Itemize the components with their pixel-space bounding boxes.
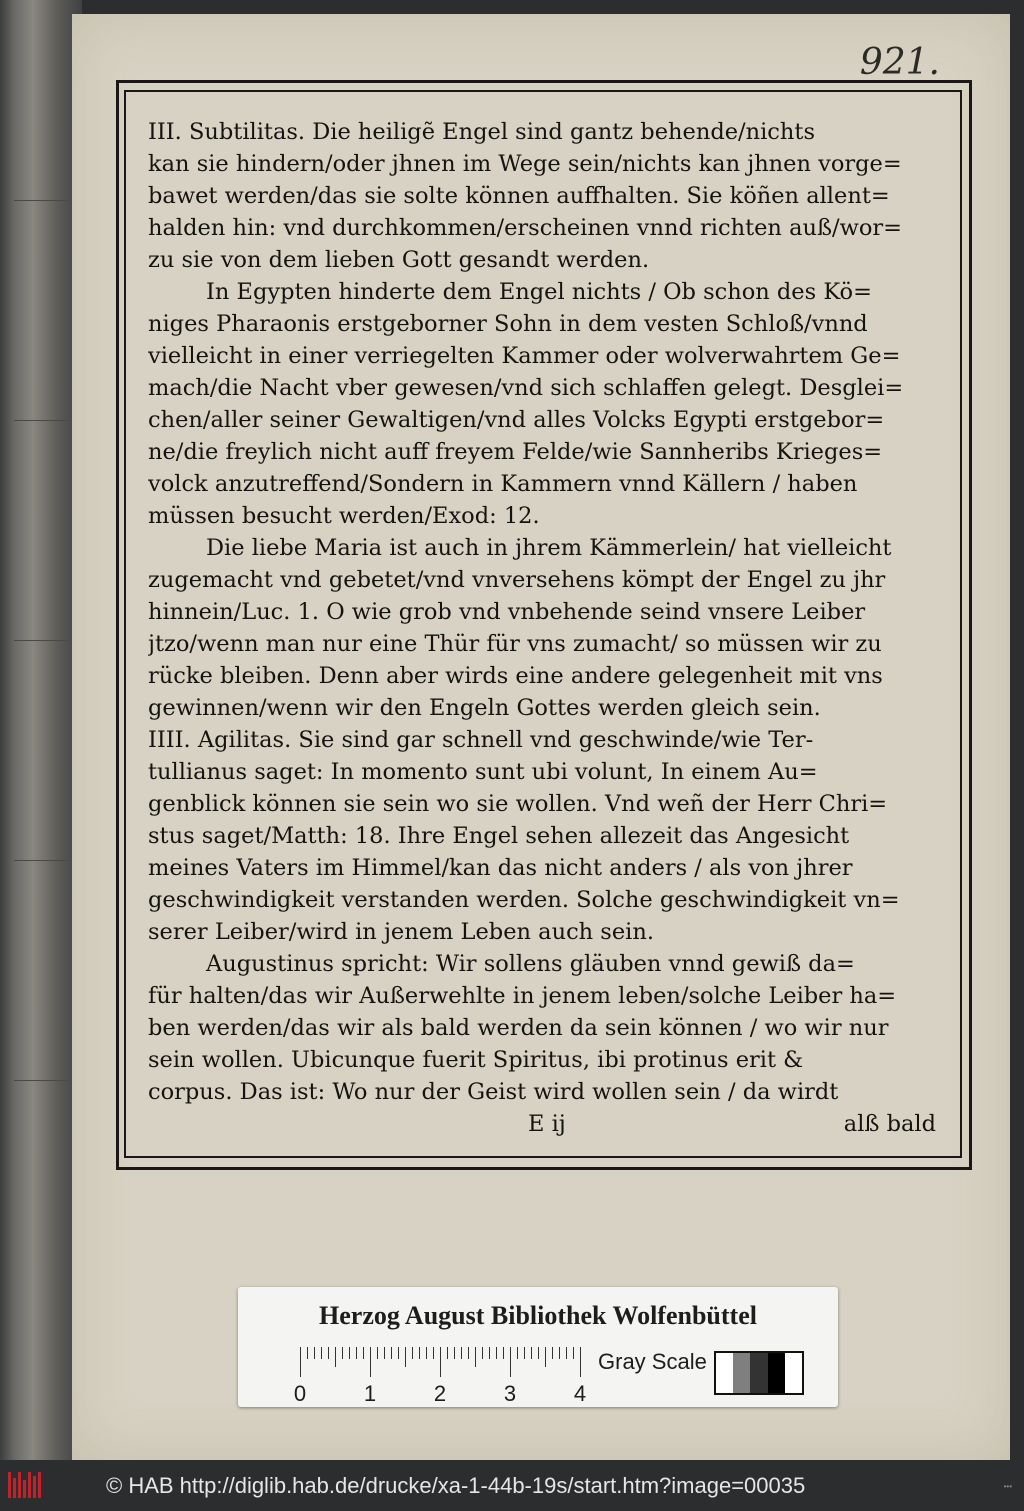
ruler-tick [440, 1347, 441, 1377]
text-line: für halten/das wir Außerwehlte in jenem leben/solche Leiber ha= [148, 983, 897, 1009]
text-line: mach/die Nacht vber gewesen/vnd sich schlaffen gelegt. Desglei= [148, 375, 904, 401]
printed-page [72, 14, 1010, 1460]
ruler-tick [566, 1347, 567, 1359]
ruler-tick [321, 1347, 322, 1359]
text-line: kan sie hindern/oder jhnen im Wege sein/nichts kan jhnen vorge= [148, 151, 902, 177]
text-line: hinnein/Luc. 1. O wie grob vnd vnbehende seind vnsere Leiber [148, 599, 866, 625]
text-line: volck anzutreffend/Sondern in Kammern vnnd Källern / haben [148, 471, 858, 497]
text-line: Die liebe Maria ist auch in jhrem Kämmerlein/ hat vielleicht [206, 535, 892, 561]
text-line: vielleicht in einer verriegelten Kammer oder wolverwahrtem Ge= [148, 343, 901, 369]
text-line: ben werden/das wir als bald werden da sein können / wo wir nur [148, 1015, 889, 1041]
ruler-tick [461, 1347, 462, 1359]
gray-swatch [768, 1353, 785, 1393]
ruler-tick [447, 1347, 448, 1359]
ruler-number: 3 [503, 1381, 517, 1406]
library-color-card [238, 1287, 838, 1407]
ruler-tick [419, 1347, 420, 1359]
signature-mark: E ij [528, 1111, 566, 1137]
ruler-tick [524, 1347, 525, 1359]
text-line: stus saget/Matth: 18. Ihre Engel sehen allezeit das Angesicht [148, 823, 850, 849]
ruler-tick [335, 1347, 336, 1367]
text-line: serer Leiber/wird in jenem Leben auch sein. [148, 919, 655, 945]
scale-ruler [293, 1347, 587, 1406]
ruler-tick [356, 1347, 357, 1359]
text-line: chen/aller seiner Gewaltigen/vnd alles Volcks Egypti erstgebor= [148, 407, 885, 433]
ruler-number: 4 [573, 1381, 587, 1406]
ruler-tick [405, 1347, 406, 1367]
text-line: In Egypten hinderte dem Engel nichts / Ob schon des Kö= [206, 279, 872, 305]
text-line: corpus. Das ist: Wo nur der Geist wird wollen sein / da wirdt [148, 1079, 839, 1105]
text-line: jtzo/wenn man nur eine Thür für vns zumacht/ so müssen wir zu [148, 631, 882, 657]
ruler-tick [510, 1347, 511, 1377]
text-line: gewinnen/wenn wir den Engeln Gottes werden gleich sein. [148, 695, 821, 721]
ruler-tick [412, 1347, 413, 1359]
ruler-tick [363, 1347, 364, 1359]
ruler-tick [531, 1347, 532, 1359]
text-line: ne/die freylich nicht auff freyem Felde/wie Sannheribs Krieges= [148, 439, 883, 465]
text-line: Augustinus spricht: Wir sollens gläuben vnnd gewiß da= [206, 951, 855, 977]
ruler-tick [503, 1347, 504, 1359]
text-line: bawet werden/das sie solte können auffhalten. Sie köñen allent= [148, 183, 890, 209]
ruler-number: 1 [363, 1381, 377, 1406]
ruler-tick [342, 1347, 343, 1359]
text-line: meines Vaters im Himmel/kan das nicht anders / als von jhrer [148, 855, 853, 881]
ruler-tick [370, 1347, 371, 1377]
ruler-tick [433, 1347, 434, 1359]
ruler-tick [328, 1347, 329, 1359]
text-line: III. Subtilitas. Die heiligẽ Engel sind gantz behende/nichts [148, 119, 815, 145]
ruler-tick [482, 1347, 483, 1359]
ruler-tick [489, 1347, 490, 1359]
gray-scale-swatches [714, 1351, 804, 1395]
ruler-tick [573, 1347, 574, 1359]
catchword: alß bald [843, 1111, 936, 1137]
ruler-tick [349, 1347, 350, 1359]
text-line: geschwindigkeit verstanden werden. Solche geschwindigkeit vn= [148, 887, 900, 913]
ruler-tick [468, 1347, 469, 1359]
text-line: sein wollen. Ubicunque fuerit Spiritus, ibi protinus erit & [148, 1047, 804, 1073]
book-fore-edge [0, 0, 82, 1460]
gray-scale-label: Gray Scale [598, 1349, 707, 1374]
ruler-number: 2 [433, 1381, 447, 1406]
page-number: 921. [859, 42, 940, 83]
text-line: tullianus saget: In momento sunt ubi volunt, In einem Au= [148, 759, 818, 785]
ruler-number: 0 [293, 1381, 307, 1406]
ruler-tick [552, 1347, 553, 1359]
viewer-footer [0, 1460, 1024, 1511]
gray-swatch [750, 1353, 767, 1393]
library-name: Herzog August Bibliothek Wolfenbüttel [319, 1301, 757, 1330]
ruler-tick [300, 1347, 301, 1377]
ruler-tick [377, 1347, 378, 1359]
ruler-tick [538, 1347, 539, 1359]
text-line: zugemacht vnd gebetet/vnd vnversehens kömpt der Engel zu jhr [148, 567, 886, 593]
page-text-block [148, 116, 944, 1140]
ruler-tick [398, 1347, 399, 1359]
gray-swatch [785, 1353, 802, 1393]
ruler-tick [517, 1347, 518, 1359]
ruler-tick [384, 1347, 385, 1359]
text-line: zu sie von dem lieben Gott gesandt werden. [148, 247, 650, 273]
hab-logo-icon [8, 1472, 42, 1498]
text-line: IIII. Agilitas. Sie sind gar schnell vnd geschwinde/wie Ter- [148, 727, 814, 753]
text-line: rücke bleiben. Denn aber wirds eine andere gelegenheit mit vns [148, 663, 883, 689]
gray-swatch [716, 1353, 733, 1393]
copyright-url[interactable]: © HAB http://diglib.hab.de/drucke/xa-1-44b-19s/start.htm?image=00035 [106, 1473, 806, 1498]
text-line: halden hin: vnd durchkommen/erscheinen vnnd richten auß/wor= [148, 215, 903, 241]
ruler-tick [496, 1347, 497, 1359]
ruler-tick [545, 1347, 546, 1367]
text-line: genblick können sie sein wo sie wollen. Vnd weñ der Herr Chri= [148, 791, 888, 817]
ruler-tick [314, 1347, 315, 1359]
gray-swatch [733, 1353, 750, 1393]
footer-dots: ••• [1003, 1482, 1012, 1491]
ruler-tick [559, 1347, 560, 1359]
ruler-tick [580, 1347, 581, 1377]
text-line: müssen besucht werden/Exod: 12. [148, 503, 540, 529]
text-line: niges Pharaonis erstgeborner Sohn in dem vesten Schloß/vnnd [148, 311, 868, 337]
ruler-tick [426, 1347, 427, 1359]
ruler-tick [475, 1347, 476, 1367]
signature-line [148, 1108, 944, 1140]
ruler-tick [307, 1347, 308, 1359]
ruler-tick [454, 1347, 455, 1359]
ruler-tick [391, 1347, 392, 1359]
